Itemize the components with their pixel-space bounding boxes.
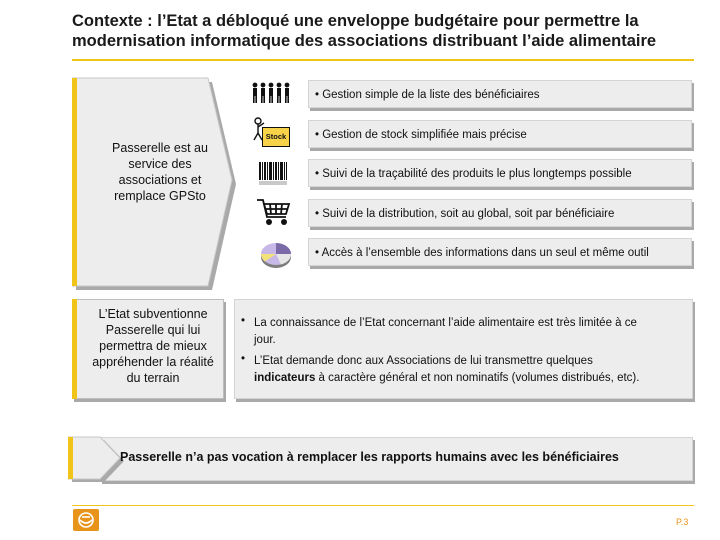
page-number: P.3 xyxy=(676,517,689,527)
bullet-marker: • xyxy=(241,353,246,365)
conclusion-text: Passerelle n’a pas vocation à remplacer les rapports humains avec les bénéficiaires xyxy=(120,450,619,464)
state-subsidy-text xyxy=(82,306,224,386)
bullet-text: • Suivi de la traçabilité des produits le plus longtemps possible xyxy=(315,168,632,180)
bullet-text: • Gestion de stock simplifiée mais précise xyxy=(315,129,527,141)
bullet-text: • Accès à l’ensemble des informations dans un seul et même outil xyxy=(315,247,649,259)
shopping-cart-icon xyxy=(256,197,292,232)
page-title-line-1: Contexte : l’Etat a débloqué une enveloppe budgétaire pour permettre la xyxy=(72,12,639,30)
state-subsidy-line-3: permettra de mieux xyxy=(99,339,207,353)
state-knowledge-item-1-line-1: La connaissance de l’Etat concernant l’aide alimentaire est très limitée à ce xyxy=(254,317,637,329)
company-logo xyxy=(73,509,99,531)
state-knowledge-item-2-line-2 xyxy=(254,370,690,387)
stock-label: Stock xyxy=(262,127,290,147)
bullet-box-distribution xyxy=(308,199,692,227)
state-subsidy-line-1: L’Etat subventionne xyxy=(98,307,208,321)
left-arrow-line-2: service des xyxy=(128,157,192,171)
state-subsidy-accent xyxy=(72,299,77,399)
page-title-line-2: modernisation informatique des associations distribuant l’aide alimentaire xyxy=(72,32,657,50)
footer-rule xyxy=(72,505,694,506)
bullet-box-stock xyxy=(308,120,692,148)
indicators-emphasis: indicateurs xyxy=(254,372,316,384)
left-arrow-line-1: Passerelle est au xyxy=(112,141,208,155)
bullet-text: • Suivi de la distribution, soit au global, soit par bénéficiaire xyxy=(315,208,615,220)
bullet-marker: • xyxy=(241,315,246,327)
state-subsidy-line-2: Passerelle qui lui xyxy=(105,323,201,337)
people-icon xyxy=(251,82,291,109)
bullet-box-single-tool xyxy=(308,238,692,266)
state-knowledge-item-1-line-2: jour. xyxy=(254,334,276,346)
left-arrow-text xyxy=(86,140,234,204)
bullet-text: • Gestion simple de la liste des bénéficiaires xyxy=(315,89,540,101)
title-underline xyxy=(72,59,694,61)
left-arrow-line-3: associations et xyxy=(118,173,202,187)
page-title xyxy=(72,11,712,51)
bullet-box-traceability xyxy=(308,159,692,187)
left-arrow-line-4: remplace GPSto xyxy=(114,189,206,203)
state-knowledge-item-1 xyxy=(254,315,690,349)
state-subsidy-line-4: appréhender la réalité xyxy=(92,355,214,369)
state-knowledge-item-2-line-1: L’Etat demande donc aux Associations de lui transmettre quelques xyxy=(254,355,593,367)
barcode-icon xyxy=(259,162,287,191)
bullet-box-beneficiaries xyxy=(308,80,692,108)
state-knowledge-item-2 xyxy=(254,353,690,387)
state-subsidy-line-5: du terrain xyxy=(126,371,180,385)
banner-arrow-shape xyxy=(68,434,128,489)
pie-chart-icon xyxy=(259,240,293,275)
state-knowledge-item-2-rest: à caractère général et non nominatifs (volumes distribués, etc). xyxy=(315,372,640,384)
